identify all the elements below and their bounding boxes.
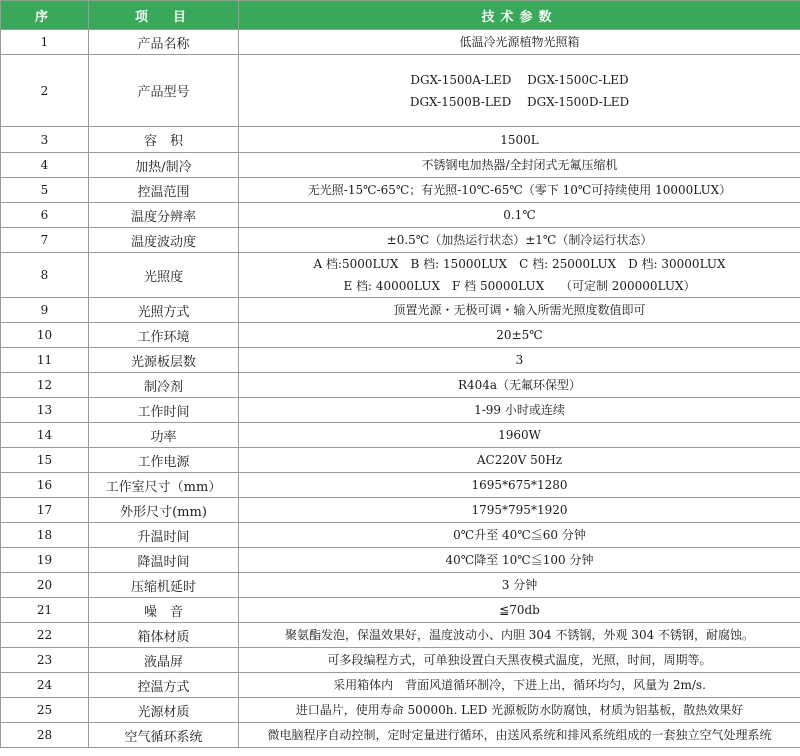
row-item: 工作电源: [89, 448, 239, 473]
row-item: 升温时间: [89, 523, 239, 548]
row-number: 3: [1, 127, 89, 153]
row-spec: [239, 153, 800, 178]
row-spec: [239, 348, 800, 373]
row-spec: [239, 623, 800, 648]
table-row: [1, 203, 800, 228]
row-item: 温度分辨率: [89, 203, 239, 228]
spec-line: 顶置光源・无极可调・输入所需光照度数值即可: [393, 303, 646, 317]
spec-line: E 档: 40000LUX F 档 50000LUX （可定制 200000LUX）: [343, 279, 696, 293]
row-number: 1: [1, 30, 89, 55]
spec-line: ±0.5℃（加热运行状态）±1℃（制冷运行状态）: [386, 233, 653, 247]
spec-line: 20±5℃: [496, 328, 543, 342]
row-number: 22: [1, 623, 89, 648]
spec-line: 不锈钢电加热器/全封闭式无氟压缩机: [421, 158, 618, 172]
row-spec: [239, 298, 800, 323]
table-body: [1, 30, 800, 748]
row-item: 温度波动度: [89, 228, 239, 253]
spec-line: 1500L: [500, 132, 539, 147]
table-row: [1, 723, 800, 748]
header-spec: 技术参数: [239, 1, 800, 30]
table-row: [1, 30, 800, 55]
spec-line: A 档:5000LUX B 档: 15000LUX C 档: 25000LUX D 档: 30000LUX: [313, 257, 726, 271]
row-number: 14: [1, 423, 89, 448]
row-spec: [239, 373, 800, 398]
table-row: [1, 153, 800, 178]
row-spec: [239, 673, 800, 698]
row-number: 16: [1, 473, 89, 498]
row-number: 11: [1, 348, 89, 373]
row-item: 光源板层数: [89, 348, 239, 373]
spec-line: R404a（无氟环保型）: [457, 378, 582, 392]
row-item: 光照方式: [89, 298, 239, 323]
row-number: 21: [1, 598, 89, 623]
table-row: [1, 178, 800, 203]
row-item: 箱体材质: [89, 623, 239, 648]
spec-line: DGX-1500B-LED DGX-1500D-LED: [409, 94, 630, 109]
row-spec: [239, 648, 800, 673]
row-item: 噪 音: [89, 598, 239, 623]
row-item: 容 积: [89, 127, 239, 153]
row-number: 25: [1, 698, 89, 723]
row-spec: [239, 30, 800, 55]
row-item: 空气循环系统: [89, 723, 239, 748]
spec-line: 采用箱体内 背面风道循环制冷，下进上出，循环均匀，风量为 2m/s.: [333, 678, 706, 692]
row-spec: [239, 323, 800, 348]
row-spec: [239, 228, 800, 253]
table-row: [1, 648, 800, 673]
row-number: 6: [1, 203, 89, 228]
spec-line: 进口晶片，使用寿命 50000h. LED 光源板防水防腐蚀，材质为铝基板，散热效果好: [295, 703, 744, 717]
table-row: [1, 423, 800, 448]
row-spec: [239, 127, 800, 153]
spec-line: 1795*795*1920: [471, 503, 568, 517]
table-row: [1, 448, 800, 473]
spec-line: ≦70db: [499, 603, 540, 617]
row-number: 7: [1, 228, 89, 253]
row-number: 2: [1, 55, 89, 127]
table-row: [1, 55, 800, 127]
row-spec: [239, 548, 800, 573]
row-spec: [239, 55, 800, 127]
table-row: [1, 673, 800, 698]
table-row: [1, 523, 800, 548]
spec-line: 微电脑程序自动控制，定时定量进行循环，由送风系统和排风系统组成的一套独立空气处理系统: [267, 728, 772, 742]
spec-line: 3: [515, 353, 524, 367]
header-item: 项 目: [89, 1, 239, 30]
row-item: 加热/制冷: [89, 153, 239, 178]
spec-line: 40℃降至 10℃≦100 分钟: [445, 553, 594, 567]
row-spec: [239, 723, 800, 748]
row-number: 13: [1, 398, 89, 423]
spec-line: AC220V 50Hz: [476, 453, 563, 467]
table-row: [1, 598, 800, 623]
spec-line: 1960W: [498, 428, 541, 442]
row-item: 产品名称: [89, 30, 239, 55]
row-item: 光源材质: [89, 698, 239, 723]
table-row: [1, 348, 800, 373]
row-item: 液晶屏: [89, 648, 239, 673]
spec-line: 聚氨酯发泡，保温效果好，温度波动小、内胆 304 不锈钢，外观 304 不锈钢，耐腐蚀。: [284, 628, 755, 642]
table-row: [1, 573, 800, 598]
row-number: 28: [1, 723, 89, 748]
header-no: 序: [1, 1, 89, 30]
row-number: 23: [1, 648, 89, 673]
row-item: 制冷剂: [89, 373, 239, 398]
row-spec: [239, 178, 800, 203]
table-row: [1, 398, 800, 423]
row-number: 19: [1, 548, 89, 573]
row-number: 9: [1, 298, 89, 323]
spec-line: 0.1℃: [503, 208, 536, 222]
spec-line: 低温冷光源植物光照箱: [459, 35, 580, 49]
table-row: [1, 373, 800, 398]
row-spec: [239, 423, 800, 448]
row-spec: [239, 448, 800, 473]
table-row: [1, 253, 800, 298]
row-spec: [239, 598, 800, 623]
spec-line: 可多段编程方式，可单独设置白天黑夜模式温度，光照，时间，周期等。: [327, 653, 712, 667]
row-number: 10: [1, 323, 89, 348]
table-row: [1, 228, 800, 253]
table-row: [1, 698, 800, 723]
row-number: 8: [1, 253, 89, 298]
row-spec: [239, 523, 800, 548]
spec-line: 1695*675*1280: [471, 478, 568, 492]
row-number: 20: [1, 573, 89, 598]
row-item: 光照度: [89, 253, 239, 298]
table-row: [1, 498, 800, 523]
row-spec: [239, 473, 800, 498]
row-spec: [239, 698, 800, 723]
spec-line: 3 分钟: [501, 578, 538, 592]
row-spec: [239, 253, 800, 298]
row-item: 工作环境: [89, 323, 239, 348]
row-number: 18: [1, 523, 89, 548]
row-number: 5: [1, 178, 89, 203]
table-header-row: [1, 1, 800, 30]
row-spec: [239, 398, 800, 423]
row-number: 24: [1, 673, 89, 698]
row-item: 压缩机延时: [89, 573, 239, 598]
spec-line: DGX-1500A-LED DGX-1500C-LED: [410, 72, 629, 87]
spec-line: 无光照-15℃-65℃；有光照-10℃-65℃（零下 10℃可持续使用 10000LUX）: [307, 183, 732, 197]
table-row: [1, 623, 800, 648]
row-number: 4: [1, 153, 89, 178]
row-number: 15: [1, 448, 89, 473]
row-item: 控温范围: [89, 178, 239, 203]
row-item: 工作室尺寸（mm）: [89, 473, 239, 498]
row-item: 控温方式: [89, 673, 239, 698]
row-item: 工作时间: [89, 398, 239, 423]
row-item: 外形尺寸(mm): [89, 498, 239, 523]
row-number: 12: [1, 373, 89, 398]
spec-line: 1-99 小时或连续: [474, 403, 565, 417]
row-item: 产品型号: [89, 55, 239, 127]
row-number: 17: [1, 498, 89, 523]
table-row: [1, 323, 800, 348]
table-row: [1, 473, 800, 498]
table-row: [1, 298, 800, 323]
row-item: 功率: [89, 423, 239, 448]
table-row: [1, 548, 800, 573]
row-spec: [239, 498, 800, 523]
table-row: [1, 127, 800, 153]
row-item: 降温时间: [89, 548, 239, 573]
row-spec: [239, 573, 800, 598]
spec-line: 0℃升至 40℃≦60 分钟: [453, 528, 586, 542]
row-spec: [239, 203, 800, 228]
